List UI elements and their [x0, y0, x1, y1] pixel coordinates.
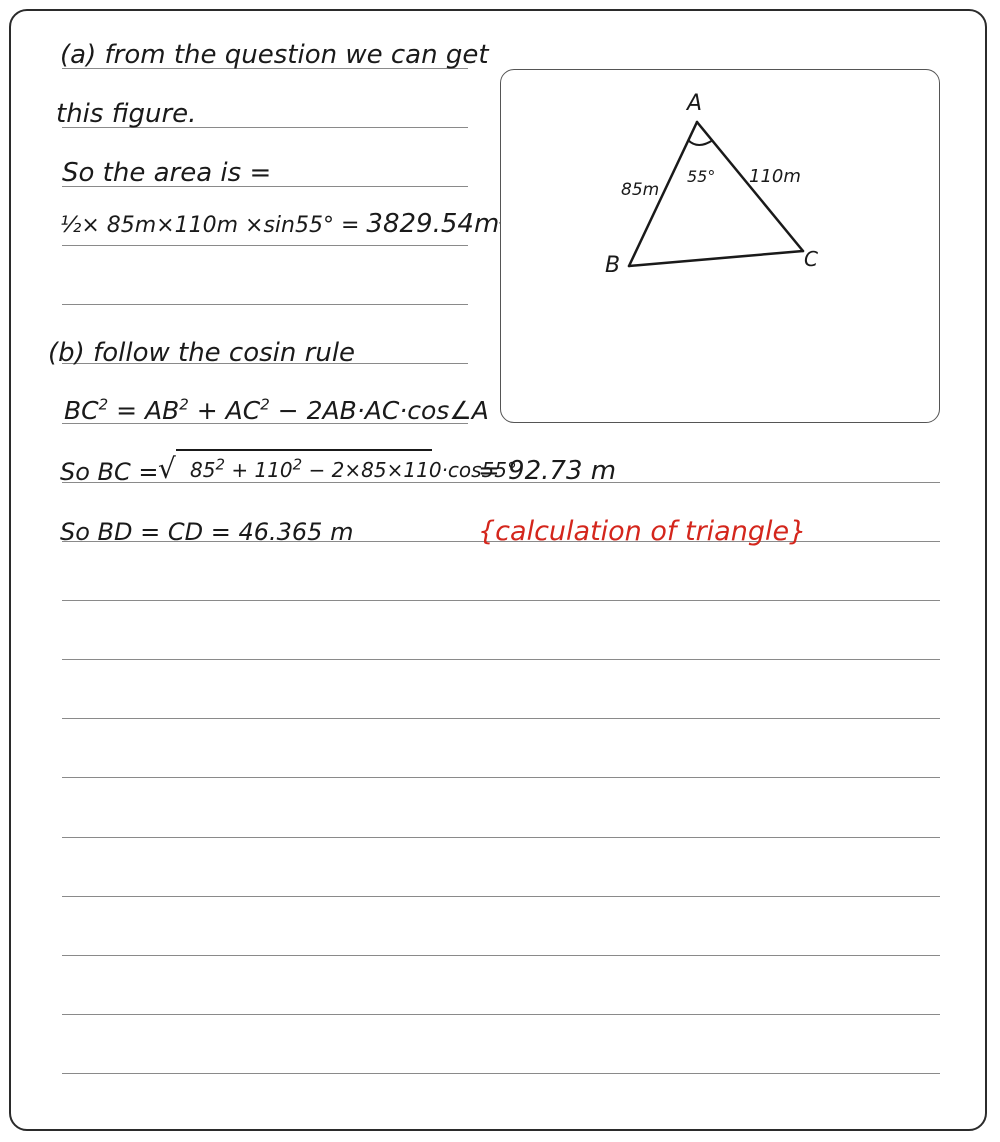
formula-ac-exponent: 2 [260, 395, 270, 414]
part-a-line-3: So the area is = [62, 158, 272, 188]
formula-bc-exponent: 2 [98, 395, 109, 414]
part-a-line-2: this figure. [56, 99, 197, 129]
sqrt-sign: √ [158, 452, 176, 485]
part-b-line-1: (b) follow the cosin rule [48, 338, 356, 368]
area-expression: ½× 85m×110m ×sin55° [60, 213, 334, 238]
ruled-line [62, 659, 940, 660]
angle-a-label: 55° [687, 167, 716, 186]
ruled-line [62, 600, 940, 601]
sqrt-rest: − 2×85×110·cos55° [308, 458, 517, 482]
area-value: 3829.54 [366, 209, 474, 239]
formula-ab-exponent: 2 [179, 395, 189, 414]
side-ab-label: 85m [621, 180, 660, 200]
cosine-rule-formula [64, 395, 489, 425]
formula-ab: = AB [116, 396, 180, 425]
ruled-line [62, 304, 468, 305]
area-equals: = [340, 213, 360, 238]
ruled-line [62, 777, 940, 778]
ruled-line [62, 896, 940, 897]
vertex-b-label: B [605, 253, 621, 278]
vertex-c-label: C [804, 247, 818, 271]
bc-sqrt-prefix: So BC = [60, 458, 159, 486]
area-unit: m [473, 209, 500, 239]
ruled-line [62, 955, 940, 956]
sqrt-110-exponent: 2 [292, 455, 303, 474]
annotation-calculation-of-triangle: {calculation of triangle} [478, 516, 807, 547]
ruled-line [62, 718, 940, 719]
part-a-line-1: (a) from the question we can get [60, 40, 489, 70]
side-ac-label: 110m [749, 166, 801, 187]
ruled-line [62, 1073, 940, 1074]
formula-rest: − 2AB·AC·cos∠A [277, 396, 489, 425]
angle-a-arc [688, 140, 713, 145]
triangle-figure [500, 69, 940, 423]
ruled-line [62, 837, 940, 838]
formula-ac: + AC [196, 396, 261, 425]
sqrt-85: 85 [190, 458, 216, 482]
vertex-a-label: A [687, 91, 703, 116]
formula-bc: BC [64, 396, 99, 425]
ruled-line [62, 1014, 940, 1015]
bc-result: = 92.73 m [478, 456, 617, 486]
sqrt-content [190, 455, 517, 482]
triangle-svg [501, 70, 941, 424]
sqrt-vinculum [176, 449, 432, 451]
sqrt-85-exponent: 2 [215, 455, 225, 474]
sqrt-110: + 110 [231, 458, 293, 482]
side-bc [629, 251, 803, 266]
part-a-area-equation [60, 211, 509, 237]
ruled-line [62, 245, 468, 246]
bd-cd-line: So BD = CD = 46.365 m [60, 518, 354, 546]
